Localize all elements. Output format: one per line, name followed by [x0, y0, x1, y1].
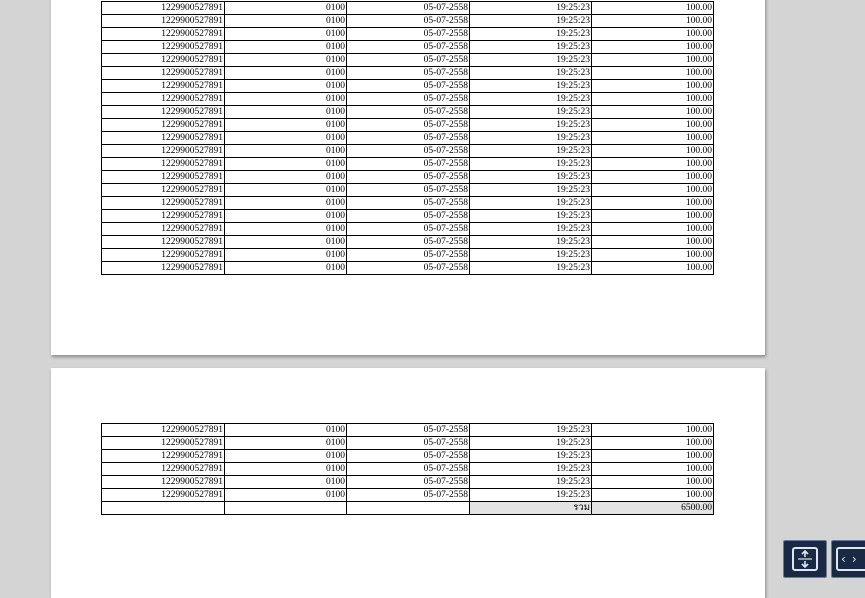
table-row — [102, 450, 714, 463]
cell-id: 1229900527891 — [102, 197, 225, 210]
cell-time: 19:25:23 — [470, 424, 592, 437]
cell-code: 0100 — [225, 106, 347, 119]
table-row — [102, 197, 714, 210]
cell-code: 0100 — [225, 197, 347, 210]
cell-id: 1229900527891 — [102, 450, 225, 463]
cell-amount: 100.00 — [592, 463, 714, 476]
cell-id: 1229900527891 — [102, 2, 225, 15]
cell-date: 05-07-2558 — [347, 132, 470, 145]
cell-amount: 100.00 — [592, 424, 714, 437]
cell-id: 1229900527891 — [102, 106, 225, 119]
empty-cell — [225, 502, 347, 515]
cell-amount: 100.00 — [592, 28, 714, 41]
cell-amount: 100.00 — [592, 93, 714, 106]
table-row — [102, 210, 714, 223]
table-row — [102, 437, 714, 450]
cell-time: 19:25:23 — [470, 28, 592, 41]
cell-code: 0100 — [225, 93, 347, 106]
cell-id: 1229900527891 — [102, 249, 225, 262]
table-row — [102, 15, 714, 28]
cell-id: 1229900527891 — [102, 28, 225, 41]
cell-time: 19:25:23 — [470, 119, 592, 132]
data-table-page-1 — [101, 1, 714, 275]
cell-amount: 100.00 — [592, 184, 714, 197]
cell-date: 05-07-2558 — [347, 210, 470, 223]
cell-date: 05-07-2558 — [347, 171, 470, 184]
cell-id: 1229900527891 — [102, 210, 225, 223]
cell-date: 05-07-2558 — [347, 54, 470, 67]
cell-time: 19:25:23 — [470, 249, 592, 262]
cell-date: 05-07-2558 — [347, 249, 470, 262]
cell-id: 1229900527891 — [102, 145, 225, 158]
cell-id: 1229900527891 — [102, 67, 225, 80]
fit-to-page-button[interactable] — [783, 540, 827, 578]
cell-date: 05-07-2558 — [347, 463, 470, 476]
table-row — [102, 106, 714, 119]
cell-date: 05-07-2558 — [347, 184, 470, 197]
table-row — [102, 236, 714, 249]
cell-time: 19:25:23 — [470, 463, 592, 476]
data-table-page-2 — [101, 423, 714, 515]
table-row — [102, 119, 714, 132]
cell-time: 19:25:23 — [470, 158, 592, 171]
table-row — [102, 223, 714, 236]
total-row — [102, 502, 714, 515]
cell-date: 05-07-2558 — [347, 450, 470, 463]
cell-code: 0100 — [225, 119, 347, 132]
cell-id: 1229900527891 — [102, 424, 225, 437]
table-row — [102, 476, 714, 489]
cell-time: 19:25:23 — [470, 197, 592, 210]
document-page-1 — [51, 0, 765, 355]
cell-amount: 100.00 — [592, 437, 714, 450]
table-row — [102, 93, 714, 106]
cell-amount: 100.00 — [592, 106, 714, 119]
cell-date: 05-07-2558 — [347, 223, 470, 236]
cell-time: 19:25:23 — [470, 476, 592, 489]
cell-amount: 100.00 — [592, 489, 714, 502]
cell-amount: 100.00 — [592, 450, 714, 463]
cell-time: 19:25:23 — [470, 236, 592, 249]
cell-code: 0100 — [225, 437, 347, 450]
cell-date: 05-07-2558 — [347, 106, 470, 119]
fit-to-page-icon — [792, 547, 818, 571]
cell-code: 0100 — [225, 15, 347, 28]
cell-time: 19:25:23 — [470, 437, 592, 450]
cell-id: 1229900527891 — [102, 132, 225, 145]
cell-code: 0100 — [225, 262, 347, 275]
cell-id: 1229900527891 — [102, 93, 225, 106]
table-row — [102, 424, 714, 437]
table-row — [102, 41, 714, 54]
cell-id: 1229900527891 — [102, 184, 225, 197]
cell-code: 0100 — [225, 28, 347, 41]
cell-amount: 100.00 — [592, 41, 714, 54]
cell-amount: 100.00 — [592, 262, 714, 275]
table-row — [102, 262, 714, 275]
cell-date: 05-07-2558 — [347, 489, 470, 502]
table-row — [102, 145, 714, 158]
chevron-left-icon[interactable]: ‹ — [841, 552, 846, 566]
cell-id: 1229900527891 — [102, 171, 225, 184]
table-row — [102, 2, 714, 15]
cell-date: 05-07-2558 — [347, 158, 470, 171]
cell-time: 19:25:23 — [470, 489, 592, 502]
cell-time: 19:25:23 — [470, 93, 592, 106]
cell-amount: 100.00 — [592, 2, 714, 15]
cell-time: 19:25:23 — [470, 54, 592, 67]
cell-id: 1229900527891 — [102, 41, 225, 54]
cell-amount: 100.00 — [592, 223, 714, 236]
cell-id: 1229900527891 — [102, 437, 225, 450]
cell-code: 0100 — [225, 236, 347, 249]
total-value: 6500.00 — [592, 502, 714, 515]
cell-code: 0100 — [225, 249, 347, 262]
cell-amount: 100.00 — [592, 197, 714, 210]
table-row — [102, 67, 714, 80]
cell-date: 05-07-2558 — [347, 197, 470, 210]
page-navigation-button[interactable] — [831, 540, 865, 578]
cell-amount: 100.00 — [592, 210, 714, 223]
cell-time: 19:25:23 — [470, 171, 592, 184]
cell-amount: 100.00 — [592, 158, 714, 171]
cell-time: 19:25:23 — [470, 106, 592, 119]
cell-date: 05-07-2558 — [347, 119, 470, 132]
cell-amount: 100.00 — [592, 145, 714, 158]
cell-date: 05-07-2558 — [347, 424, 470, 437]
cell-amount: 100.00 — [592, 119, 714, 132]
cell-code: 0100 — [225, 210, 347, 223]
cell-code: 0100 — [225, 171, 347, 184]
cell-code: 0100 — [225, 67, 347, 80]
cell-amount: 100.00 — [592, 236, 714, 249]
cell-date: 05-07-2558 — [347, 93, 470, 106]
cell-code: 0100 — [225, 41, 347, 54]
cell-id: 1229900527891 — [102, 223, 225, 236]
cell-time: 19:25:23 — [470, 67, 592, 80]
cell-time: 19:25:23 — [470, 145, 592, 158]
cell-date: 05-07-2558 — [347, 145, 470, 158]
cell-id: 1229900527891 — [102, 476, 225, 489]
cell-amount: 100.00 — [592, 249, 714, 262]
cell-date: 05-07-2558 — [347, 15, 470, 28]
cell-amount: 100.00 — [592, 132, 714, 145]
cell-code: 0100 — [225, 184, 347, 197]
cell-date: 05-07-2558 — [347, 41, 470, 54]
cell-code: 0100 — [225, 158, 347, 171]
cell-id: 1229900527891 — [102, 119, 225, 132]
cell-date: 05-07-2558 — [347, 236, 470, 249]
cell-date: 05-07-2558 — [347, 437, 470, 450]
cell-code: 0100 — [225, 463, 347, 476]
table-row — [102, 489, 714, 502]
cell-id: 1229900527891 — [102, 489, 225, 502]
cell-code: 0100 — [225, 489, 347, 502]
table-row — [102, 28, 714, 41]
empty-cell — [347, 502, 470, 515]
cell-date: 05-07-2558 — [347, 262, 470, 275]
cell-date: 05-07-2558 — [347, 67, 470, 80]
cell-date: 05-07-2558 — [347, 476, 470, 489]
cell-time: 19:25:23 — [470, 132, 592, 145]
cell-time: 19:25:23 — [470, 2, 592, 15]
table-row — [102, 158, 714, 171]
cell-date: 05-07-2558 — [347, 28, 470, 41]
cell-amount: 100.00 — [592, 80, 714, 93]
cell-code: 0100 — [225, 145, 347, 158]
cell-code: 0100 — [225, 223, 347, 236]
cell-amount: 100.00 — [592, 15, 714, 28]
cell-amount: 100.00 — [592, 476, 714, 489]
cell-id: 1229900527891 — [102, 158, 225, 171]
cell-date: 05-07-2558 — [347, 80, 470, 93]
table-row — [102, 184, 714, 197]
cell-code: 0100 — [225, 54, 347, 67]
cell-code: 0100 — [225, 476, 347, 489]
cell-code: 0100 — [225, 450, 347, 463]
cell-id: 1229900527891 — [102, 463, 225, 476]
cell-amount: 100.00 — [592, 54, 714, 67]
cell-amount: 100.00 — [592, 67, 714, 80]
cell-time: 19:25:23 — [470, 184, 592, 197]
cell-id: 1229900527891 — [102, 80, 225, 93]
cell-time: 19:25:23 — [470, 15, 592, 28]
total-label: รวม — [470, 502, 592, 515]
cell-date: 05-07-2558 — [347, 2, 470, 15]
cell-time: 19:25:23 — [470, 223, 592, 236]
table-row — [102, 80, 714, 93]
cell-time: 19:25:23 — [470, 41, 592, 54]
cell-time: 19:25:23 — [470, 262, 592, 275]
cell-code: 0100 — [225, 80, 347, 93]
table-row — [102, 249, 714, 262]
table-row — [102, 463, 714, 476]
table-row — [102, 171, 714, 184]
chevron-right-icon[interactable]: › — [851, 552, 857, 566]
empty-cell — [102, 502, 225, 515]
viewer-controls — [783, 540, 865, 578]
cell-time: 19:25:23 — [470, 450, 592, 463]
table-row — [102, 54, 714, 67]
cell-code: 0100 — [225, 424, 347, 437]
cell-amount: 100.00 — [592, 171, 714, 184]
cell-time: 19:25:23 — [470, 80, 592, 93]
cell-time: 19:25:23 — [470, 210, 592, 223]
cell-id: 1229900527891 — [102, 236, 225, 249]
cell-code: 0100 — [225, 2, 347, 15]
cell-id: 1229900527891 — [102, 15, 225, 28]
cell-code: 0100 — [225, 132, 347, 145]
document-page-2 — [51, 368, 765, 598]
table-row — [102, 132, 714, 145]
cell-id: 1229900527891 — [102, 54, 225, 67]
cell-id: 1229900527891 — [102, 262, 225, 275]
